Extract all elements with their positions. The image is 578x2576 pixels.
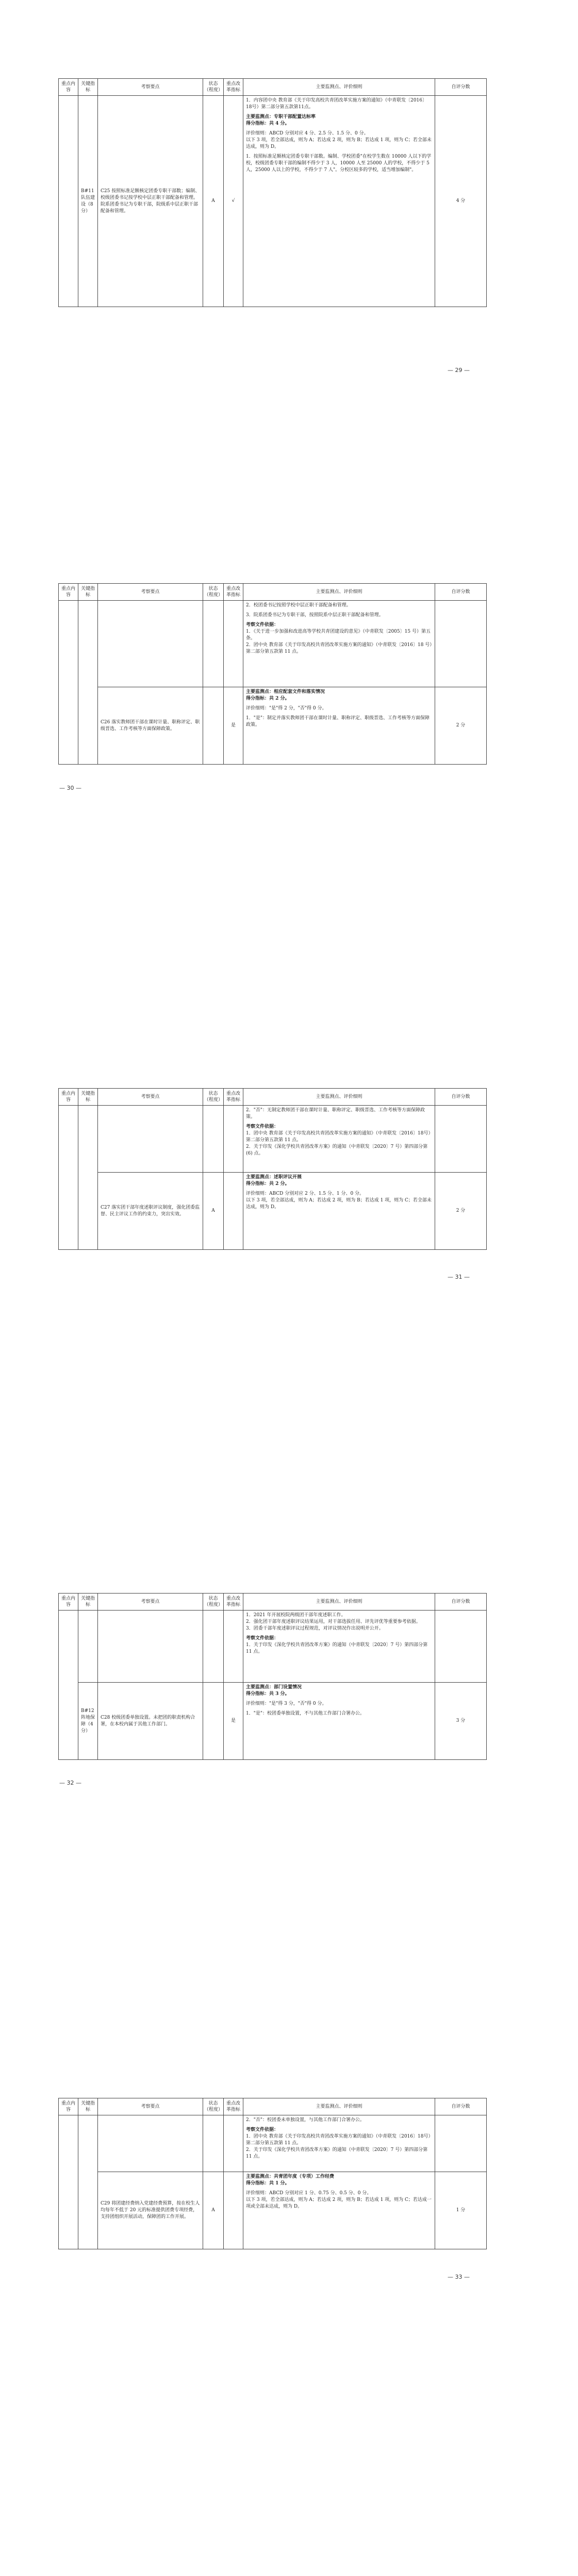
evaluation-table xyxy=(58,1088,487,1250)
table-header-row xyxy=(59,79,487,96)
header-monitoring-points: 主要监测点、评价细则 xyxy=(243,79,435,96)
key-indicator-cell: B#11队伍建设（8分） xyxy=(78,96,98,307)
header-state: 状态（程度） xyxy=(203,2098,224,2115)
self-score-cell xyxy=(435,2115,487,2172)
header-state: 状态（程度） xyxy=(203,584,224,601)
inspection-point-cell xyxy=(98,1106,203,1173)
page-number: — 32 — xyxy=(59,1780,81,1786)
criteria-line: 评价细则：ABCD 分别对应 4 分、2.5 分、1.5 分、0 分。 xyxy=(246,131,369,136)
table-row xyxy=(59,601,487,687)
header-inspection-points: 考察要点 xyxy=(98,1089,203,1106)
header-key-content: 重点内容 xyxy=(59,2098,78,2115)
key-content-cell xyxy=(59,1106,78,1250)
inspection-point-cell: C29 将团建经费纳入党建经费预算，按在校生人均每年不低于 20 元的标准提供团费专项经费，支持团组织开展活动，保障团的工作开展。 xyxy=(98,2172,203,2249)
self-score-cell: 2 分 xyxy=(435,687,487,765)
inspection-point-cell: C27 落实团干部年度述职评议制度，强化团委监督、民主评议工作的约束力，突出实效。 xyxy=(98,1173,203,1250)
criteria-line: 得分指标：共 2 分。 xyxy=(246,696,290,701)
criteria-line: 考察文件依据： xyxy=(246,2127,279,2132)
self-score-cell: 2 分 xyxy=(435,1173,487,1250)
criteria-line: 2．团中央 教育部《关于印发高校共青团改革实施方案的通知》（中青联发〔2016〕18 号）第二部分第五款第 11 点。 xyxy=(246,642,432,654)
page-31 xyxy=(0,1010,578,1515)
header-key-content: 重点内容 xyxy=(59,79,78,96)
monitoring-cell xyxy=(243,1611,435,1683)
header-state: 状态（程度） xyxy=(203,1089,224,1106)
criteria-line: 得分指标：共 3 分。 xyxy=(246,1691,290,1697)
monitoring-cell xyxy=(243,2115,435,2172)
criteria-line: 3．院系团委书记为专职干部，按照院系中层正职干部配备和管理。 xyxy=(246,613,384,618)
criteria-line: 1．"是"：校团委单独设置，不与其他工作部门合署办公。 xyxy=(246,1711,365,1716)
criteria-line: 1．"是"：制定并落实教师团干部在课时计量、职称评定、职级晋选、工作考核等方面保障政策。 xyxy=(246,716,430,727)
header-key-indicator: 关键指标 xyxy=(78,2098,98,2115)
evaluation-table xyxy=(58,1593,487,1760)
criteria-line: 以下 3 项，若全部达成，则为 A；若达成 2 项，则为 B；若达成 1 项，则为 C；若全部未达成，则为 D。 xyxy=(246,138,432,149)
page-29 xyxy=(0,0,578,505)
monitoring-cell xyxy=(243,1106,435,1173)
self-score-cell: 3 分 xyxy=(435,1683,487,1760)
inspection-point-cell: C26 落实教师团干部在课时计量、职称评定、职级晋选、工作考核等方面保障政策。 xyxy=(98,687,203,765)
page-number: — 29 — xyxy=(448,367,470,374)
table-header-row xyxy=(59,1594,487,1611)
table-header-row xyxy=(59,1089,487,1106)
state-cell xyxy=(203,1683,224,1760)
reform-cell xyxy=(224,601,243,687)
key-content-cell xyxy=(59,1611,78,1760)
key-indicator-cell xyxy=(78,601,98,765)
self-score-cell: 4 分 xyxy=(435,96,487,307)
criteria-line: 1．2021 年开展校院两级团干部年度述职工作。 xyxy=(246,1613,346,1618)
criteria-line: 主要监测点：相应配套文件和落实情况 xyxy=(246,689,325,694)
inspection-point-cell xyxy=(98,1611,203,1683)
page-number: — 30 — xyxy=(59,785,81,791)
state-cell xyxy=(203,687,224,765)
page-30 xyxy=(0,505,578,1010)
header-state: 状态（程度） xyxy=(203,79,224,96)
state-cell xyxy=(203,601,224,687)
criteria-line: 考察文件依据： xyxy=(246,1124,279,1129)
criteria-line: 考察文件依据： xyxy=(246,622,279,628)
page-34 xyxy=(0,2524,578,2576)
monitoring-cell xyxy=(243,2172,435,2249)
state-cell: A xyxy=(203,1173,224,1250)
criteria-line: 1．《关于进一步加强和改进高等学校共青团建设的意见》（中青联发〔2005〕15 号）第五条。 xyxy=(246,629,431,641)
criteria-line: 主要监测点：专职干部配置达标率 xyxy=(246,114,316,120)
header-key-content: 重点内容 xyxy=(59,1594,78,1611)
table-row xyxy=(59,687,487,765)
header-self-score: 自评分数 xyxy=(435,1594,487,1611)
state-cell: A xyxy=(203,96,224,307)
inspection-point-cell: C25 按照标准足额核定团委专职干部数；编制、校级团委书记按学校中层正职干部配备和管理。院系团委书记为专职干部，院级系中层正职干部配备和管理。 xyxy=(98,96,203,307)
header-monitoring-points: 主要监测点、评价细则 xyxy=(243,1594,435,1611)
header-self-score: 自评分数 xyxy=(435,1089,487,1106)
reform-cell: 是 xyxy=(224,687,243,765)
monitoring-cell xyxy=(243,1683,435,1760)
criteria-line: 1．团中央 教育部《关于印发高校共青团改革实施方案的通知》（中青联发〔2016〕18号）第二部分第五款第 11 点。 xyxy=(246,2134,431,2146)
table-row xyxy=(59,1683,487,1760)
header-inspection-points: 考察要点 xyxy=(98,79,203,96)
criteria-line: 3．团委干部年度述职评议过程规范，对评议情况作出说明并公开。 xyxy=(246,1626,384,1631)
reform-cell xyxy=(224,1106,243,1173)
monitoring-cell xyxy=(243,687,435,765)
header-key-indicator: 关键指标 xyxy=(78,584,98,601)
self-score-cell xyxy=(435,1611,487,1683)
header-inspection-points: 考察要点 xyxy=(98,2098,203,2115)
criteria-line: 2．"否"：校团委未单独设置，与其他工作部门合署办公。 xyxy=(246,2117,365,2123)
table-row xyxy=(59,96,487,307)
header-self-score: 自评分数 xyxy=(435,584,487,601)
table-row xyxy=(59,1106,487,1173)
reform-cell xyxy=(224,1611,243,1683)
criteria-line: 2．校团委书记按照学校中层正职干部配备和管理。 xyxy=(246,603,351,608)
state-cell xyxy=(203,1106,224,1173)
table-row xyxy=(59,2115,487,2172)
inspection-point-cell xyxy=(98,2115,203,2172)
header-reform-indicator: 重点改革指标 xyxy=(224,1089,243,1106)
reform-cell xyxy=(224,2172,243,2249)
state-cell xyxy=(203,1611,224,1683)
key-indicator-cell xyxy=(78,1106,98,1250)
evaluation-table xyxy=(58,78,487,307)
header-reform-indicator: 重点改革指标 xyxy=(224,2098,243,2115)
criteria-line: 以下 3 项，若全部达成，则为 A；若达成 2 项，则为 B；若达成 1 项，则为 C；若全部未达成，则为 D。 xyxy=(246,1198,432,1210)
header-self-score: 自评分数 xyxy=(435,79,487,96)
criteria-line: 2．"否"：无制定教师团干部在课时计量、职称评定、职级晋选、工作考核等方面保障政策。 xyxy=(246,1108,425,1120)
criteria-line: 评价细则："是"得 2 分，"否"得 0 分。 xyxy=(246,706,327,711)
table-row xyxy=(59,1173,487,1250)
header-key-indicator: 关键指标 xyxy=(78,79,98,96)
table-row xyxy=(59,1611,487,1683)
key-content-cell xyxy=(59,96,78,307)
state-cell: A xyxy=(203,2172,224,2249)
criteria-line: 2．关于印发《深化学校共青团改革方案》的通知（中青联发〔2020〕7 号）第四部分第 11 点。 xyxy=(246,2147,428,2159)
monitoring-cell xyxy=(243,1173,435,1250)
header-state: 状态（程度） xyxy=(203,1594,224,1611)
header-reform-indicator: 重点改革指标 xyxy=(224,584,243,601)
header-monitoring-points: 主要监测点、评价细则 xyxy=(243,1089,435,1106)
header-reform-indicator: 重点改革指标 xyxy=(224,1594,243,1611)
header-key-content: 重点内容 xyxy=(59,584,78,601)
key-indicator-cell: B#12 阵地保障（4分） xyxy=(78,1683,98,1760)
header-monitoring-points: 主要监测点、评价细则 xyxy=(243,2098,435,2115)
page-number: — 33 — xyxy=(448,2274,470,2280)
criteria-line: 2．强化团干部年度述职评议结果运用，对干部选拔任用、评先评优等重要参考依据。 xyxy=(246,1619,421,1624)
criteria-line: 1．按照标准足额核定团委专职干部数。编制、学校团委"在校学生数在 10000 人以下的学校，校级团委专职干部的编制不得少于 3 人，10000 人至 25000 人的学校，不得少于 5 人，25000 人以上的学校，不得少于 7 人"。分校区较多的学校，适当增加编制"。 xyxy=(246,154,432,173)
criteria-line: 得分指标：共 4 分。 xyxy=(246,121,290,126)
evaluation-table xyxy=(58,2098,487,2249)
header-inspection-points: 考察要点 xyxy=(98,584,203,601)
header-key-indicator: 关键指标 xyxy=(78,1594,98,1611)
key-content-cell xyxy=(59,2115,78,2249)
criteria-line: 得分指标：共 1 分。 xyxy=(246,2181,290,2186)
self-score-cell xyxy=(435,1106,487,1173)
self-score-cell xyxy=(435,601,487,687)
state-cell xyxy=(203,2115,224,2172)
reform-cell xyxy=(224,2115,243,2172)
criteria-line: 主要监测点：述职评议开展 xyxy=(246,1175,302,1180)
criteria-line: 2．关于印发《深化学校共青团改革方案》的通知（中青联发〔2020〕7 号）第四部分第 (6) 点。 xyxy=(246,1144,428,1156)
criteria-line: 1．关于印发《深化学校共青团改革方案》的通知（中青联发〔2020〕7 号）第四部分第 11 点。 xyxy=(246,1642,428,1654)
evaluation-table xyxy=(58,583,487,765)
criteria-line: 1．团中央 教育部《关于印发高校共青团改革实施方案的通知》（中青联发〔2016〕18号）第二部分第五款第 11 点。 xyxy=(246,1131,431,1143)
criteria-line: 评价细则："是"得 3 分，"否"得 0 分。 xyxy=(246,1701,327,1706)
monitoring-cell xyxy=(243,96,435,307)
inspection-point-cell: C28 校级团委单独设置。未把团的职责机构合署，在本校内属于其他工作部门。 xyxy=(98,1683,203,1760)
criteria-line: 1．内容团中央 教育部《关于印发高校共青团改革实施方案的通知》（中青联发〔2016〕18号）第二部分第五款第11点。 xyxy=(246,98,427,110)
monitoring-cell xyxy=(243,601,435,687)
criteria-line: 得分指标：共 2 分。 xyxy=(246,1181,290,1187)
header-reform-indicator: 重点改革指标 xyxy=(224,79,243,96)
table-header-row xyxy=(59,2098,487,2115)
page-number: — 31 — xyxy=(448,1274,470,1280)
key-content-cell xyxy=(59,601,78,765)
key-indicator-cell xyxy=(78,1611,98,1683)
key-indicator-cell xyxy=(78,2115,98,2249)
reform-cell xyxy=(224,1173,243,1250)
criteria-line: 主要监测点：部门设置情况 xyxy=(246,1685,302,1690)
criteria-line: 以下 3 项，若全部达成，则为 A；若达成 2 项，则为 B；若达成 1 项，则为 C；若达成一项或全部未达成，则为 D。 xyxy=(246,2197,432,2209)
header-key-indicator: 关键指标 xyxy=(78,1089,98,1106)
criteria-line: 评价细则：ABCD 分别对应 1 分、0.75 分、0.5 分、0 分。 xyxy=(246,2191,372,2196)
header-self-score: 自评分数 xyxy=(435,2098,487,2115)
reform-cell: 是 xyxy=(224,1683,243,1760)
table-row xyxy=(59,2172,487,2249)
self-score-cell: 1 分 xyxy=(435,2172,487,2249)
header-key-content: 重点内容 xyxy=(59,1089,78,1106)
inspection-point-cell xyxy=(98,601,203,687)
table-header-row xyxy=(59,584,487,601)
criteria-line: 考察文件依据： xyxy=(246,1636,279,1641)
reform-cell: √ xyxy=(224,96,243,307)
header-monitoring-points: 主要监测点、评价细则 xyxy=(243,584,435,601)
criteria-line: 评价细则：ABCD 分别对应 2 分、1.5 分、1 分、0 分。 xyxy=(246,1191,365,1196)
page-32 xyxy=(0,1515,578,2020)
header-inspection-points: 考察要点 xyxy=(98,1594,203,1611)
criteria-line: 主要监测点：共青团年度（专项）工作经费 xyxy=(246,2174,335,2179)
page-33 xyxy=(0,2020,578,2524)
